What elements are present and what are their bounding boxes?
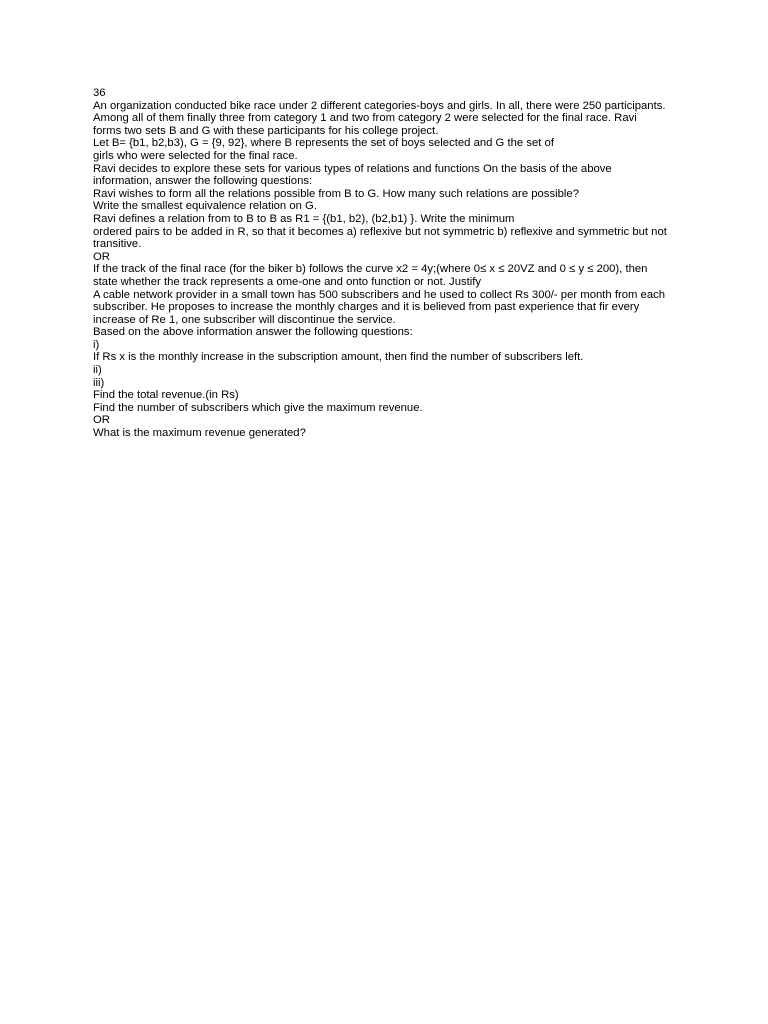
question-relation-r1: Ravi defines a relation from to B to B as R1 = {(b1, b2), (b2,b1) }. Write the minimum (93, 212, 515, 225)
or-separator: OR (93, 250, 110, 263)
set-definition-continuation: girls who were selected for the final race. (93, 149, 298, 162)
question-track-function: If the track of the final race (for the biker b) follows the curve x2 = 4y;(where 0≤ x ≤ 20VZ and 0 ≤ y ≤ 200), then state whether the track represents a ome-one and onto function or not. Justify (93, 263, 648, 288)
document-body (93, 87, 668, 440)
subquestion-label-ii: ii) (93, 364, 102, 377)
subquestion-label-iii: iii) (93, 376, 105, 389)
question-relations-count: Ravi wishes to form all the relations possible from B to G. How many such relations are possible? (93, 187, 579, 200)
case-study-intro-paragraph: An organization conducted bike race under 2 different categories-boys and girls. In all, there were 250 participants. Among all of them finally three from category 1 and two from category 2 were selected for the final race. Ravi forms two sets B and G with these participants for his college project. (93, 99, 666, 137)
question-total-revenue: Find the total revenue.(in Rs) (93, 389, 239, 402)
question-subscribers-left: If Rs x is the monthly increase in the subscription amount, then find the number of subscribers left. (93, 351, 584, 364)
cable-network-paragraph: A cable network provider in a small town has 500 subscribers and he used to collect Rs 300/- per month from each subscriber. He proposes to increase the monthly charges and it is believed from past experience that fir every increase of Re 1, one subscriber will discontinue the service. (93, 288, 666, 326)
question-max-revenue: What is the maximum revenue generated? (93, 427, 306, 440)
instructions-paragraph: Ravi decides to explore these sets for various types of relations and functions On the basis of the above information, answer the following questions: (93, 162, 612, 188)
answer-following-line: Based on the above information answer the following questions: (93, 326, 413, 339)
set-definition-line: Let B= {b1, b2,b3), G = {9, 92}, where B represents the set of boys selected and G the set of (93, 137, 554, 150)
question-max-revenue-subscribers: Find the number of subscribers which give the maximum revenue. (93, 401, 423, 414)
question-relation-r1-continuation: ordered pairs to be added in R, so that it becomes a) reflexive but not symmetric b) reflexive and symmetric but not transitive. (93, 225, 667, 251)
question-equivalence-relation: Write the smallest equivalence relation on G. (93, 200, 317, 213)
question-number: 36 (93, 87, 106, 99)
or-separator: OR (93, 414, 110, 427)
subquestion-label-i: i) (93, 338, 100, 351)
